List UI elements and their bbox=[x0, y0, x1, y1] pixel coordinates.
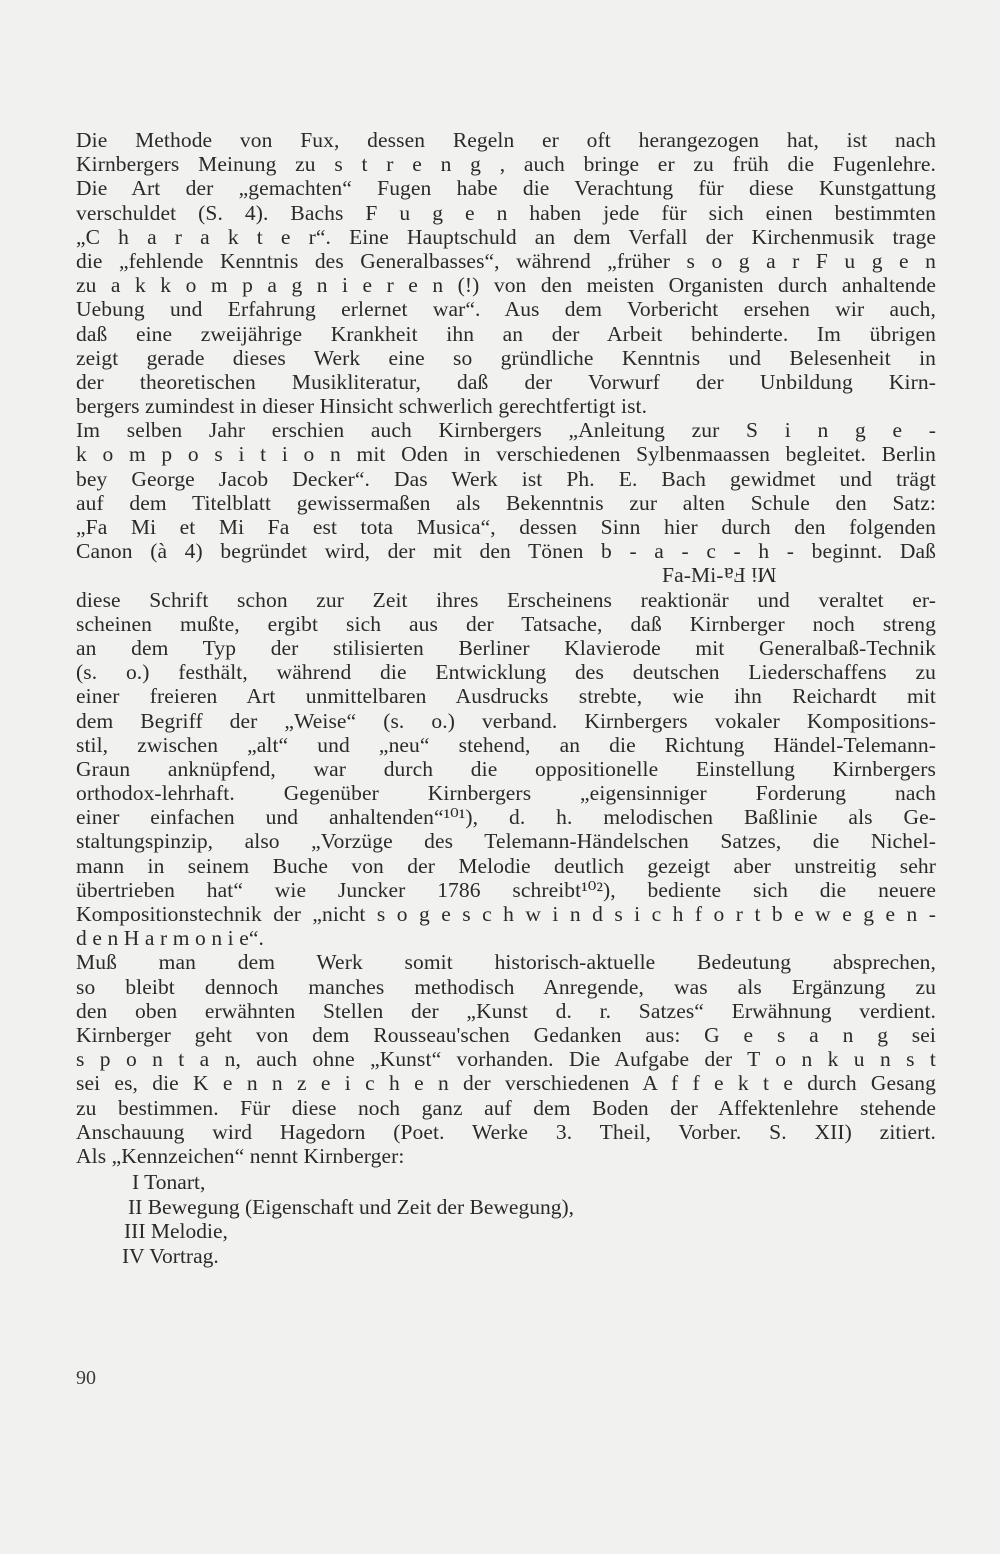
canon-mi-fa-inverted: Mi Fa bbox=[723, 563, 776, 588]
text-line: Im selben Jahr erschien auch Kirnbergers „Anleitung zur S i n g e - bbox=[76, 418, 936, 443]
text-line: Kompositionstechnik der „nicht s o g e s c h w i n d s i c h f o r t b e w e g e n - bbox=[76, 902, 936, 926]
text-line: sei es, die K e n n z e i c h e n der verschiedenen A f f e k t e durch Gesang bbox=[76, 1071, 936, 1096]
canon-fa-mi: Fa-Mi- bbox=[662, 563, 724, 588]
text-line: mann in seinem Buche von der Melodie deutlich gezeigt aber unstreitig sehr bbox=[76, 853, 936, 878]
text-line: einer freieren Art unmittelbaren Ausdrucks strebte, wie ihn Reichardt mit bbox=[76, 684, 936, 709]
text-line: stil, zwischen „alt“ und „neu“ stehend, an die Richtung Händel-Telemann- bbox=[76, 732, 936, 757]
list-item: IV Vortrag. bbox=[122, 1243, 219, 1268]
text-line: Anschauung wird Hagedorn (Poet. Werke 3. Theil, Vorber. S. XII) zitiert. bbox=[76, 1119, 936, 1144]
text-line: Als „Kennzeichen“ nennt Kirnberger: bbox=[76, 1143, 405, 1168]
text-line: „Fa Mi et Mi Fa est tota Musica“, dessen Sinn hier durch den folgenden bbox=[76, 515, 936, 539]
text-line: dem Begriff der „Weise“ (s. o.) verband. Kirnbergers vokaler Kompositions- bbox=[76, 708, 936, 733]
text-line: Kirnberger geht von dem Rousseau'schen Gedanken aus: G e s a n g sei bbox=[76, 1022, 936, 1047]
text-line: Muß man dem Werk somit historisch-aktuelle Bedeutung absprechen, bbox=[76, 950, 936, 975]
text-line: an dem Typ der stilisierten Berliner Klavierode mit Generalbaß-Technik bbox=[76, 635, 936, 660]
text-line: staltungspinzip, also „Vorzüge des Telemann-Händelschen Satzes, die Nichel- bbox=[76, 829, 936, 854]
text-line: übertrieben hat“ wie Juncker 1786 schreibt¹⁰²), bediente sich die neuere bbox=[76, 877, 936, 902]
text-line: der theoretischen Musikliteratur, daß der Vorwurf der Unbildung Kirn- bbox=[76, 369, 936, 394]
text-line: Uebung und Erfahrung erlernet war“. Aus dem Vorbericht ersehen wir auch, bbox=[76, 297, 936, 322]
text-line: Canon (à 4) begründet wird, der mit den Tönen b - a - c - h - beginnt. Daß bbox=[76, 539, 936, 564]
canon-line bbox=[76, 563, 936, 587]
text-line: Die Art der „gemachten“ Fugen habe die Verachtung für diese Kunstgattung bbox=[76, 176, 936, 201]
text-line: den oben erwähnten Stellen der „Kunst d. r. Satzes“ Erwähnung verdient. bbox=[76, 998, 936, 1023]
text-line: Die Methode von Fux, dessen Regeln er oft herangezogen hat, ist nach bbox=[76, 128, 936, 152]
text-line: diese Schrift schon zur Zeit ihres Erscheinens reaktionär und veraltet er- bbox=[76, 587, 936, 612]
text-line: s p o n t a n, auch ohne „Kunst“ vorhanden. Die Aufgabe der T o n k u n s t bbox=[76, 1047, 936, 1072]
list-item: III Melodie, bbox=[124, 1219, 228, 1244]
body-text bbox=[76, 128, 936, 1268]
text-line: Kirnbergers Meinung zu s t r e n g , auch bringe er zu früh die Fugenlehre. bbox=[76, 152, 936, 177]
list-item: II Bewegung (Eigenschaft und Zeit der Bewegung), bbox=[128, 1194, 574, 1219]
text-line: zeigt gerade dieses Werk eine so gründliche Kenntnis und Belesenheit in bbox=[76, 345, 936, 370]
text-line: (s. o.) festhält, während die Entwicklung des deutschen Liederschaffens zu bbox=[76, 660, 936, 685]
text-line: k o m p o s i t i o n mit Oden in verschiedenen Sylbenmaassen begleitet. Berlin bbox=[76, 442, 936, 467]
kennzeichen-list bbox=[76, 1170, 936, 1268]
text-line: die „fehlende Kenntnis des Generalbasses“, während „früher s o g a r F u g e n bbox=[76, 248, 936, 273]
text-line: so bleibt dennoch manches methodisch Anregende, was als Ergänzung zu bbox=[76, 974, 936, 999]
text-line: bergers zumindest in dieser Hinsicht schwerlich gerechtfertigt ist. bbox=[76, 394, 648, 419]
list-item: I Tonart, bbox=[132, 1170, 206, 1195]
text-line: zu a k k o m p a g n i e r e n (!) von den meisten Organisten durch anhaltende bbox=[76, 273, 936, 298]
text-line: auf dem Titelblatt gewissermaßen als Bekenntnis zur alten Schule den Satz: bbox=[76, 490, 936, 515]
text-line: d e n H a r m o n i e“. bbox=[76, 926, 264, 951]
text-line: bey George Jacob Decker“. Das Werk ist Ph. E. Bach gewidmet und trägt bbox=[76, 466, 936, 491]
text-line: einer einfachen und anhaltenden“¹⁰¹), d. h. melodischen Baßlinie als Ge- bbox=[76, 805, 936, 830]
text-line: zu bestimmen. Für diese noch ganz auf dem Boden der Affektenlehre stehende bbox=[76, 1095, 936, 1120]
text-line: „C h a r a k t e r“. Eine Hauptschuld an dem Verfall der Kirchenmusik trage bbox=[76, 224, 936, 249]
text-line: scheinen mußte, ergibt sich aus der Tatsache, daß Kirnberger noch streng bbox=[76, 611, 936, 636]
page-number: 90 bbox=[76, 1367, 96, 1389]
text-line: Graun anknüpfend, war durch die oppositionelle Einstellung Kirnbergers bbox=[76, 756, 936, 781]
text-line: verschuldet (S. 4). Bachs F u g e n haben jede für sich einen bestimmten bbox=[76, 200, 936, 225]
text-line: orthodox-lehrhaft. Gegenüber Kirnbergers „eigensinniger Forderung nach bbox=[76, 781, 936, 806]
text-line: daß eine zweijährige Krankheit ihn an der Arbeit behinderte. Im übrigen bbox=[76, 321, 936, 346]
